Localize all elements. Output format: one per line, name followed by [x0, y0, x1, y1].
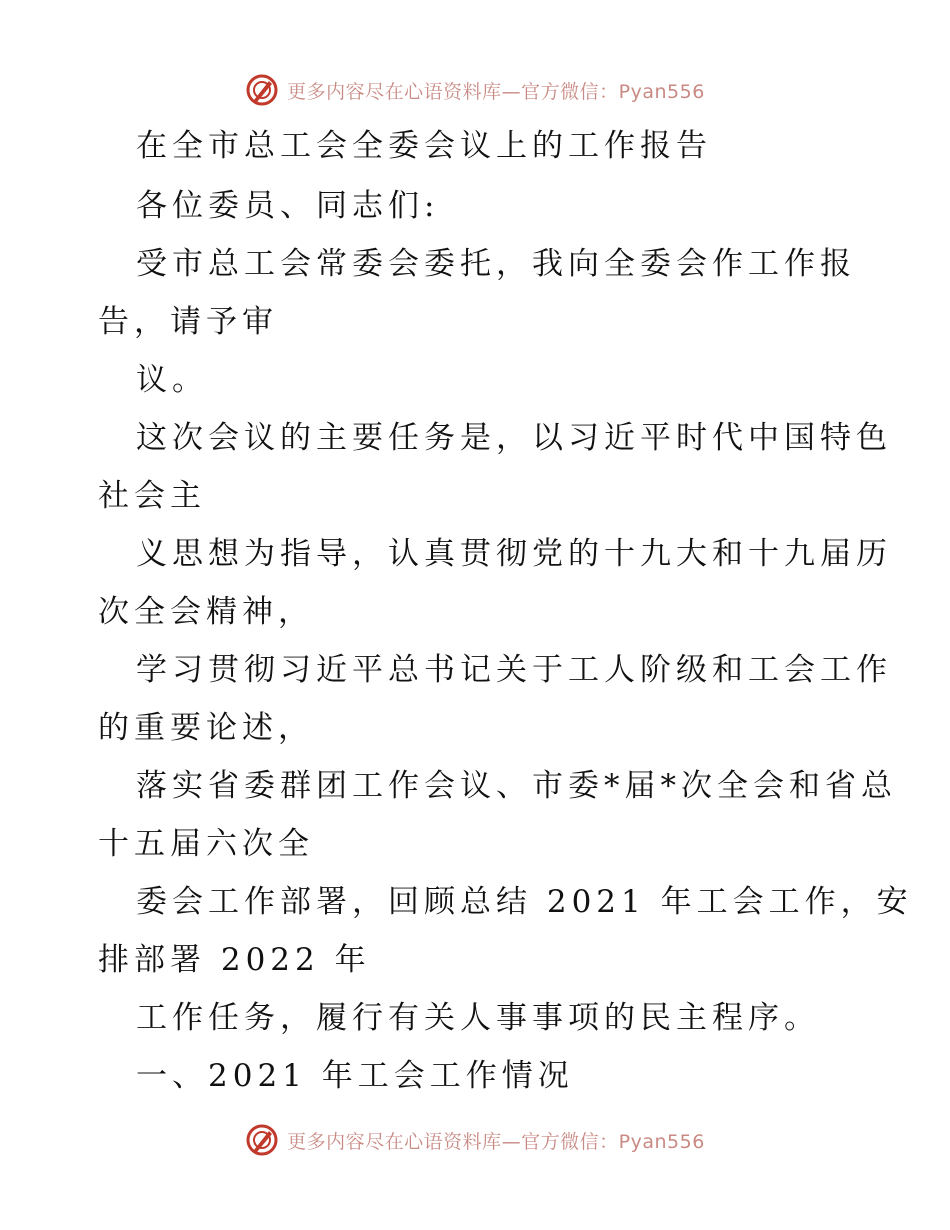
pen-logo-icon	[245, 1123, 279, 1157]
text-line: 十五届六次全	[98, 826, 314, 862]
text-line: 委会工作部署，回顾总结 2021 年工会工作，安	[136, 884, 913, 920]
document-title: 在全市总工会全委会议上的工作报告	[136, 128, 712, 164]
text-line: 次全会精神，	[98, 594, 314, 630]
pen-logo-icon	[245, 73, 279, 107]
watermark-footer	[0, 1118, 950, 1162]
text-line: 学习贯彻习近平总书记关于工人阶级和工会工作	[136, 652, 892, 688]
watermark-header	[0, 68, 950, 112]
text-line: 议。	[136, 362, 208, 398]
text-line: 受市总工会常委会委托，我向全委会作工作报	[136, 246, 856, 282]
text-line: 排部署 2022 年	[98, 942, 371, 978]
text-line: 社会主	[98, 478, 206, 514]
text-line: 的重要论述，	[98, 710, 314, 746]
text-line: 工作任务，履行有关人事事项的民主程序。	[136, 1000, 820, 1036]
text-line: 这次会议的主要任务是，以习近平时代中国特色	[136, 420, 892, 456]
watermark-text: 更多内容尽在心语资料库—官方微信：Pyan556	[287, 80, 705, 103]
section-heading: 一、2021 年工会工作情况	[136, 1058, 574, 1094]
text-line: 义思想为指导，认真贯彻党的十九大和十九届历	[136, 536, 892, 572]
watermark-text: 更多内容尽在心语资料库—官方微信：Pyan556	[287, 1130, 705, 1153]
salutation: 各位委员、同志们:	[136, 188, 440, 224]
text-line: 落实省委群团工作会议、市委*届*次全会和省总	[136, 768, 897, 804]
text-line: 告，请予审	[98, 304, 278, 340]
